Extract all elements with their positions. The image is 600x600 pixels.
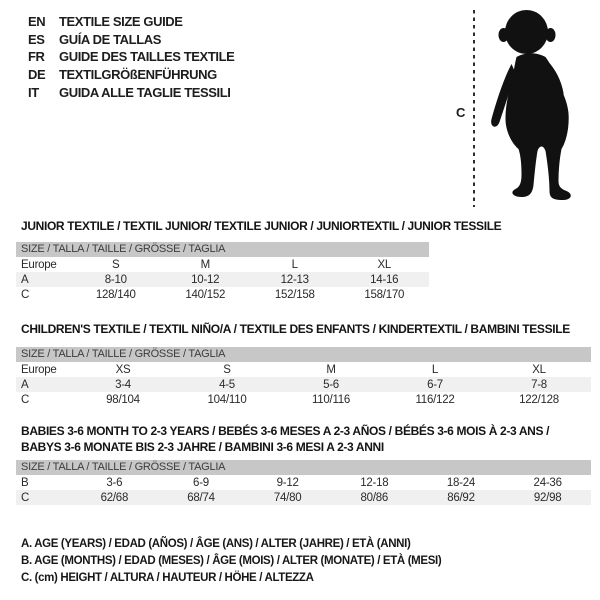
value-cell: 140/152: [185, 288, 226, 301]
table-row: [16, 392, 591, 407]
footnote-b: B. AGE (MONTHS) / EDAD (MESES) / ÂGE (MOIS) / ALTER (MONATE) / ETÀ (MESI): [21, 555, 442, 568]
value-cell: 98/104: [106, 393, 140, 406]
language-row: [28, 83, 234, 101]
value-cell: 18-24: [446, 476, 476, 489]
section-title-babies: [21, 424, 549, 455]
footnote-a: A. AGE (YEARS) / EDAD (AÑOS) / ÂGE (ANS) / ALTER (JAHRE) / ETÀ (ANNI): [21, 538, 411, 550]
value-cell: 74/80: [273, 491, 302, 504]
language-code: DE: [28, 67, 46, 83]
language-row: [28, 31, 234, 49]
children-size-table: [16, 362, 591, 407]
value-cell: 62/68: [100, 491, 129, 504]
row-label-cell: C: [21, 393, 30, 406]
value-cell: 158/170: [364, 288, 405, 301]
guide-title: TEXTILE SIZE GUIDE: [59, 14, 183, 30]
language-row: [28, 13, 234, 31]
value-cell: 122/128: [519, 393, 559, 406]
section-title-babies-line2: BABYS 3-6 MONATE BIS 2-3 JAHRE / BAMBINI 3-6 MESI A 2-3 ANNI: [21, 439, 384, 454]
value-cell: 110/116: [311, 393, 351, 406]
table-row: [16, 287, 429, 302]
value-cell: 4-5: [219, 378, 235, 391]
guide-title: GUÍA DE TALLAS: [59, 31, 162, 47]
table-row: [16, 257, 429, 272]
table-row: [16, 377, 591, 392]
value-cell: XS: [115, 363, 131, 376]
row-label-cell: A: [21, 273, 29, 286]
value-cell: XL: [377, 258, 392, 271]
table-row: [16, 272, 429, 287]
language-row: [28, 48, 234, 66]
table-row: [16, 362, 591, 377]
guide-title: TEXTILGRÖßENFÜHRUNG: [59, 67, 217, 83]
value-cell: L: [431, 363, 439, 376]
value-cell: 24-36: [533, 476, 562, 489]
value-cell: 104/110: [207, 393, 247, 406]
value-cell: M: [200, 258, 210, 271]
babies-size-table: [16, 475, 591, 505]
value-cell: 7-8: [531, 378, 547, 391]
guide-title: GUIDA ALLE TAGLIE TESSILI: [59, 84, 231, 100]
value-cell: 128/140: [95, 288, 136, 301]
language-code: IT: [28, 84, 39, 100]
value-cell: 12-18: [360, 476, 389, 489]
value-cell: 116/122: [415, 393, 455, 406]
value-cell: M: [326, 363, 336, 376]
value-cell: 68/74: [187, 491, 215, 504]
value-cell: 86/92: [447, 491, 475, 504]
size-header-bar: SIZE / TALLA / TAILLE / GRÖSSE / TAGLIA: [16, 347, 591, 362]
table-row: [16, 475, 591, 490]
row-label-cell: C: [21, 491, 30, 504]
value-cell: 14-16: [370, 273, 399, 286]
row-label-cell: C: [21, 288, 30, 301]
value-cell: 6-9: [193, 476, 209, 489]
value-cell: XL: [532, 363, 546, 376]
value-cell: 12-13: [280, 273, 309, 286]
value-cell: 3-4: [115, 378, 131, 391]
toddler-silhouette-icon: [483, 9, 579, 207]
language-code: FR: [28, 49, 45, 65]
value-cell: 10-12: [191, 273, 220, 286]
language-code: EN: [28, 14, 46, 30]
value-cell: S: [112, 258, 120, 271]
value-cell: 152/158: [274, 288, 315, 301]
value-cell: 6-7: [427, 378, 443, 391]
section-title-babies-line1: BABIES 3-6 MONTH TO 2-3 YEARS / BEBÉS 3-6 MESES A 2-3 AÑOS / BÉBÉS 3-6 MOIS À 2-3 ANS /: [21, 424, 550, 438]
value-cell: 5-6: [323, 378, 339, 391]
value-cell: 9-12: [276, 476, 299, 489]
guide-title: GUIDE DES TAILLES TEXTILE: [59, 49, 235, 65]
value-cell: 92/98: [533, 491, 562, 504]
junior-size-table: [16, 257, 429, 302]
size-header-bar: SIZE / TALLA / TAILLE / GRÖSSE / TAGLIA: [16, 460, 591, 475]
value-cell: 80/86: [360, 491, 389, 504]
value-cell: S: [223, 363, 231, 376]
language-title-list: [28, 13, 234, 101]
language-code: ES: [28, 31, 45, 47]
value-cell: L: [291, 258, 298, 271]
value-cell: 8-10: [104, 273, 127, 286]
table-row: [16, 490, 591, 505]
section-title-junior: JUNIOR TEXTILE / TEXTIL JUNIOR/ TEXTILE JUNIOR / JUNIORTEXTIL / JUNIOR TESSILE: [21, 219, 502, 233]
row-label-cell: Europe: [21, 258, 57, 271]
row-label-cell: A: [21, 378, 29, 391]
height-measure-label: C: [456, 105, 466, 120]
value-cell: 3-6: [106, 476, 123, 489]
footnote-legend: [21, 536, 441, 588]
language-row: [28, 66, 234, 84]
row-label-cell: B: [21, 476, 29, 489]
row-label-cell: Europe: [21, 363, 57, 376]
footnote-c: C. (cm) HEIGHT / ALTURA / HAUTEUR / HÖHE / ALTEZZA: [21, 572, 314, 585]
section-title-children: CHILDREN'S TEXTILE / TEXTIL NIÑO/A / TEXTILE DES ENFANTS / KINDERTEXTIL / BAMBINI TESSILE: [21, 322, 570, 336]
height-measure-dotted-line: [473, 10, 475, 207]
size-header-bar: SIZE / TALLA / TAILLE / GRÖSSE / TAGLIA: [16, 242, 429, 257]
